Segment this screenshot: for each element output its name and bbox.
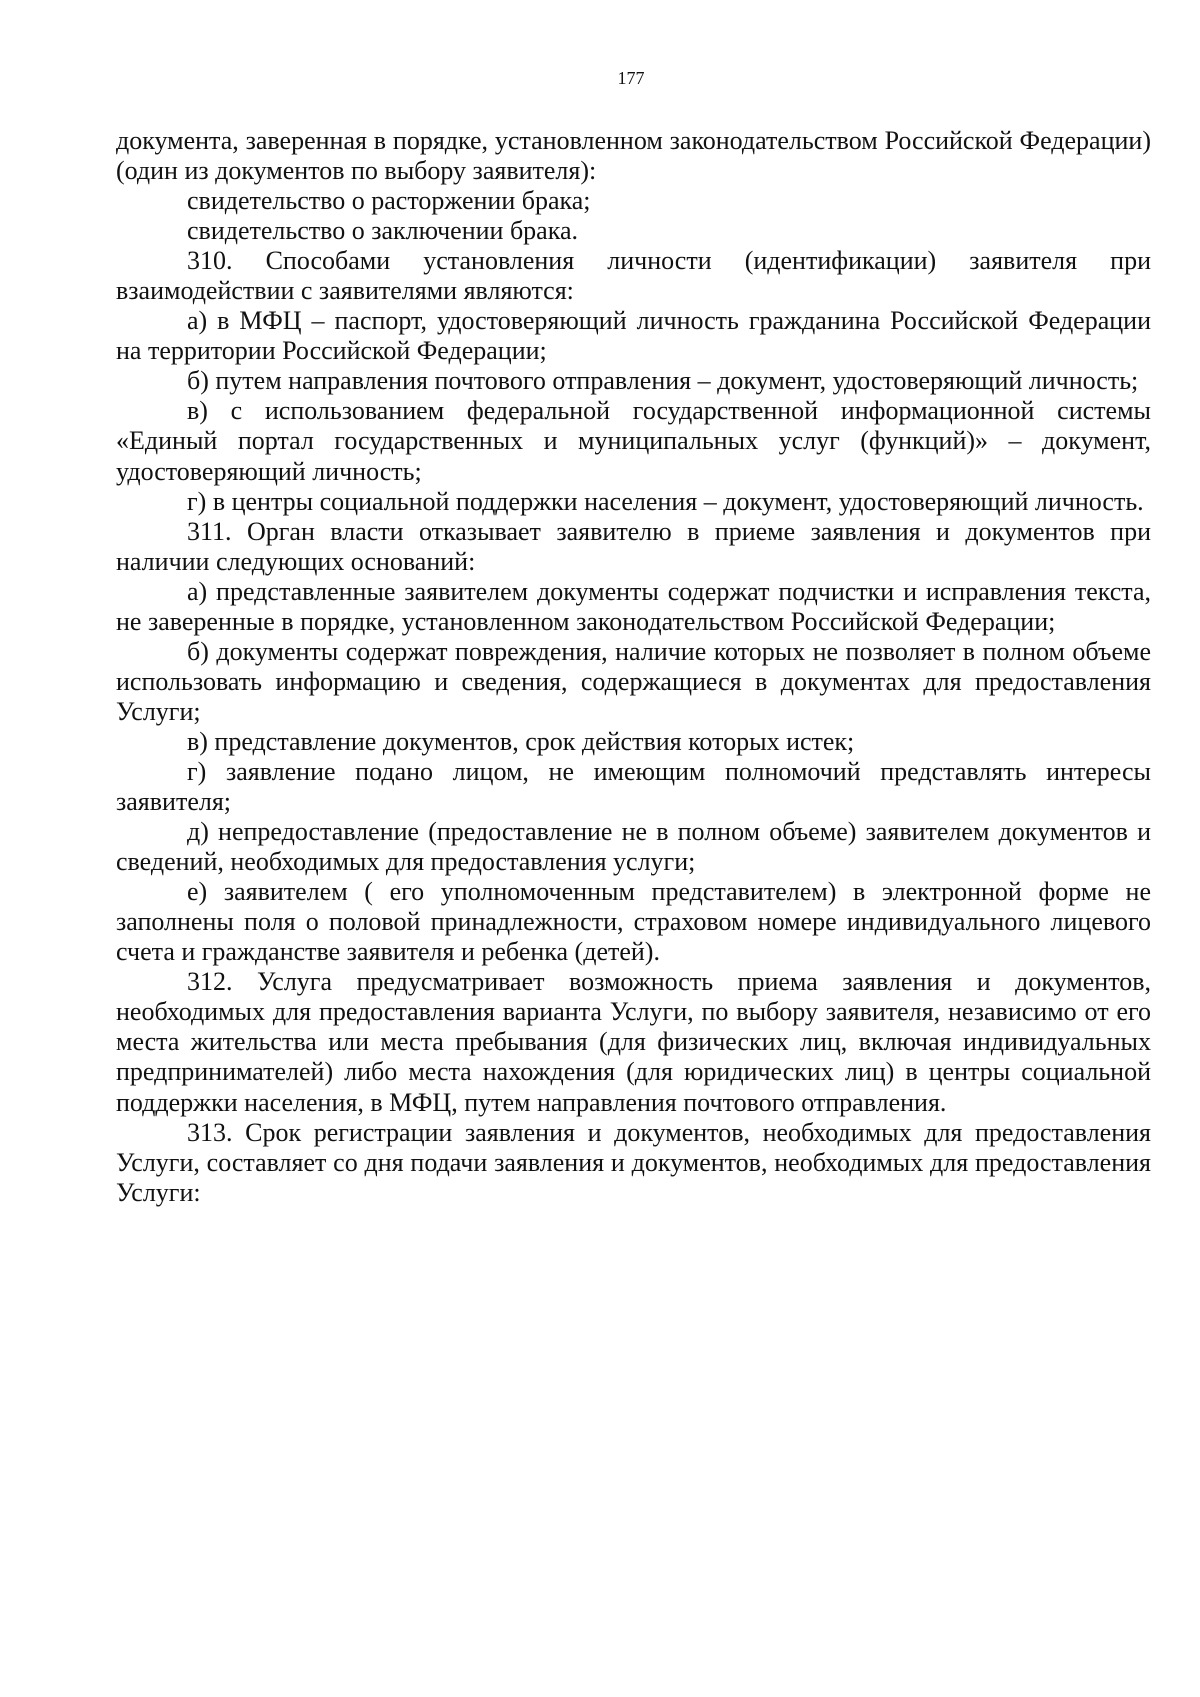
clause-311-e: е) заявителем ( его уполномоченным представителем) в электронной форме не заполнены поля о половой принадлежности, страховом номере индивидуального лицевого счета и гражданстве заявителя и ребенка (детей). <box>116 877 1151 967</box>
list-item-divorce-certificate: свидетельство о расторжении брака; <box>187 186 591 216</box>
clause-311-b: б) документы содержат повреждения, наличие которых не позволяет в полном объеме использовать информацию и сведения, содержащиеся в документах для предоставления Услуги; <box>116 636 1151 726</box>
clause-312: 312. Услуга предусматривает возможность приема заявления и документов, необходимых для предоставления варианта Услуги, по выбору заявителя, независимо от его места жительства или места пребывания (для физических лиц, включая индивидуальных предпринимателей) либо места нахождения (для юридических лиц) в центры социальной поддержки населения, в МФЦ, путем направления почтового отправления. <box>116 967 1151 1117</box>
clause-310: 310. Способами установления личности (идентификации) заявителя при взаимодействии с заявителями являются: <box>116 246 1151 306</box>
clause-311-a: а) представленные заявителем документы содержат подчистки и исправления текста, не заверенные в порядке, установленном законодательством Российской Федерации; <box>116 576 1151 636</box>
clause-310-g: г) в центры социальной поддержки населения – документ, удостоверяющий личность. <box>187 486 1144 516</box>
clause-310-a: а) в МФЦ – паспорт, удостоверяющий личность гражданина Российской Федерации на территории Российской Федерации; <box>116 306 1151 366</box>
list-item-marriage-certificate: свидетельство о заключении брака. <box>187 216 578 246</box>
clause-311-v: в) представление документов, срок действия которых истек; <box>187 726 855 756</box>
clause-311: 311. Орган власти отказывает заявителю в приеме заявления и документов при наличии следующих оснований: <box>116 516 1151 576</box>
paragraph-continuation: документа, заверенная в порядке, установленном законодательством Российской Федерации) (один из документов по выбору заявителя): <box>116 126 1151 186</box>
clause-311-g: г) заявление подано лицом, не имеющим полномочий представлять интересы заявителя; <box>116 756 1151 817</box>
clause-310-b: б) путем направления почтового отправления – документ, удостоверяющий личность; <box>187 366 1139 396</box>
clause-311-d: д) непредоставление (предоставление не в полном объеме) заявителем документов и сведений, необходимых для предоставления услуги; <box>116 817 1151 877</box>
clause-310-v: в) с использованием федеральной государственной информационной системы «Единый портал государственных и муниципальных услуг (функций)» – документ, удостоверяющий личность; <box>116 396 1151 486</box>
page-number: 177 <box>617 68 645 88</box>
document-body <box>116 126 1151 1208</box>
clause-313: 313. Срок регистрации заявления и документов, необходимых для предоставления Услуги, составляет со дня подачи заявления и документов, необходимых для предоставления Услуги: <box>116 1117 1151 1207</box>
